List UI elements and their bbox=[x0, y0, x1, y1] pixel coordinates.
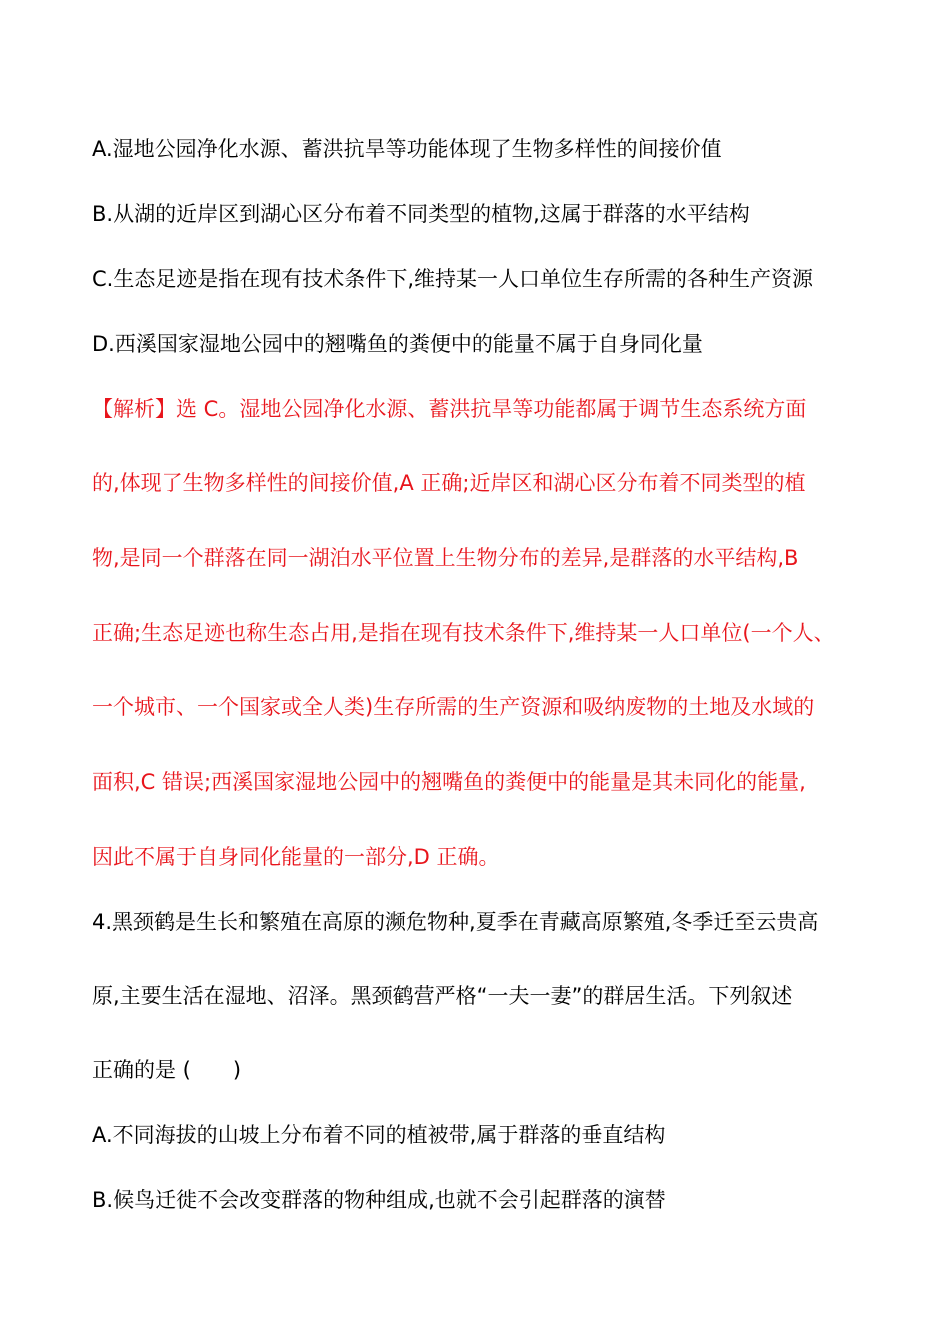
q3-option-c: C.生态足迹是指在现有技术条件下,维持某一人口单位生存所需的各种生产资源 bbox=[92, 267, 814, 291]
analysis-line: 面积,C 错误;西溪国家湿地公园中的翘嘴鱼的粪便中的能量是其未同化的能量, bbox=[92, 770, 806, 794]
q3-option-d: D.西溪国家湿地公园中的翘嘴鱼的粪便中的能量不属于自身同化量 bbox=[92, 332, 703, 356]
q3-option-a: A.湿地公园净化水源、蓄洪抗旱等功能体现了生物多样性的间接价值 bbox=[92, 137, 722, 161]
analysis-line: 一个城市、一个国家或全人类)生存所需的生产资源和吸纳废物的土地及水域的 bbox=[92, 695, 815, 719]
q4-option-b: B.候鸟迁徙不会改变群落的物种组成,也就不会引起群落的演替 bbox=[92, 1188, 666, 1212]
analysis-line: 【解析】选 C。湿地公园净化水源、蓄洪抗旱等功能都属于调节生态系统方面 bbox=[92, 397, 807, 421]
q3-option-b: B.从湖的近岸区到湖心区分布着不同类型的植物,这属于群落的水平结构 bbox=[92, 202, 750, 226]
q4-option-a: A.不同海拔的山坡上分布着不同的植被带,属于群落的垂直结构 bbox=[92, 1123, 666, 1147]
q4-stem-line: 正确的是 ( ) bbox=[92, 1058, 242, 1082]
analysis-line: 的,体现了生物多样性的间接价值,A 正确;近岸区和湖心区分布着不同类型的植 bbox=[92, 471, 806, 495]
analysis-line: 因此不属于自身同化能量的一部分,D 正确。 bbox=[92, 845, 500, 869]
q4-stem-line: 原,主要生活在湿地、沼泽。黑颈鹤营严格“一夫一妻”的群居生活。下列叙述 bbox=[92, 984, 793, 1008]
q4-stem-line: 4.黑颈鹤是生长和繁殖在高原的濒危物种,夏季在青藏高原繁殖,冬季迁至云贵高 bbox=[92, 910, 819, 934]
analysis-line: 物,是同一个群落在同一湖泊水平位置上生物分布的差异,是群落的水平结构,B bbox=[92, 546, 799, 570]
analysis-line: 正确;生态足迹也称生态占用,是指在现有技术条件下,维持某一人口单位(一个人、 bbox=[92, 621, 835, 645]
